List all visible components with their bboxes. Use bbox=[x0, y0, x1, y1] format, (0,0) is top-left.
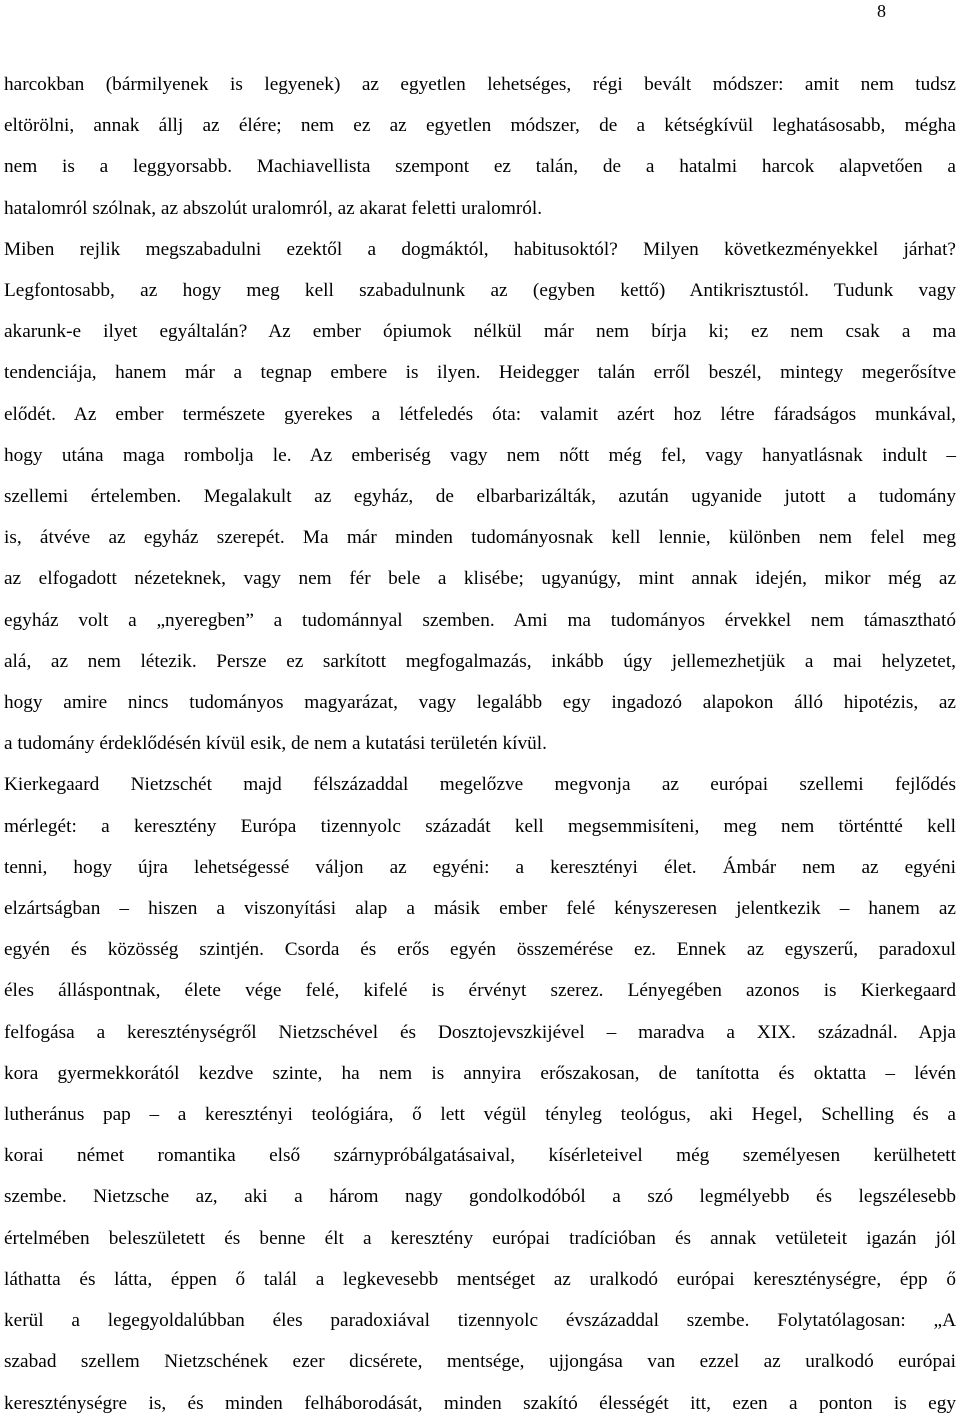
text-line: kora gyermekkorától kezdve szinte, ha nem is annyira erőszakosan, de tanította és oktatta – lévén bbox=[4, 1062, 956, 1084]
text-line: hatalomról szólnak, az abszolút uralomról, az akarat feletti uralomról. bbox=[4, 197, 543, 219]
text-line: lutheránus pap – a keresztényi teológiára, ő lett végül tényleg teológus, aki Hegel, Schelling és a bbox=[4, 1104, 956, 1126]
body-text bbox=[4, 64, 956, 1424]
paragraph bbox=[4, 64, 956, 229]
text-line: egyház volt a „nyeregben” a tudománnyal szemben. Ami ma tudományos érvekkel nem támasztható bbox=[4, 609, 956, 631]
text-line: hogy amire nincs tudományos magyarázat, vagy legalább egy ingadozó alapokon álló hipotézis, az bbox=[4, 692, 956, 714]
text-line: az elfogadott nézeteknek, vagy nem fér bele a klisébe; ugyanúgy, mint annak idején, mikor még az bbox=[4, 568, 956, 590]
text-line: is, átvéve az egyház szerepét. Ma már minden tudományosnak kell lennie, különben nem felel meg bbox=[4, 527, 956, 549]
text-line: Legfontosabb, az hogy meg kell szabadulnunk az (egyben kettő) Antikrisztustól. Tudunk vagy bbox=[4, 280, 956, 302]
text-line: kerül a legegyoldalúbban éles paradoxiával tizennyolc évszázaddal szembe. Folytatólagosan: „A bbox=[4, 1310, 956, 1332]
text-line: mérlegét: a keresztény Európa tizennyolc századát kell megsemmisíteni, meg nem történtté kell bbox=[4, 815, 956, 837]
text-line: szellemi értelemben. Megalakult az egyház, de elbarbarizálták, azután ugyanide jutott a tudomány bbox=[4, 486, 956, 508]
text-line: nem is a leggyorsabb. Machiavellista szempont ez talán, de a hatalmi harcok alapvetően a bbox=[4, 156, 956, 178]
text-line: a tudomány érdeklődésén kívül esik, de nem a kutatási területén kívül. bbox=[4, 733, 547, 755]
text-line: korai német romantika első szárnypróbálgatásaival, kísérleteivel még személyesen kerülhetett bbox=[4, 1145, 956, 1167]
text-line: felfogása a kereszténységről Nietzschével és Dosztojevszkijével – maradva a XIX. századnál. Apja bbox=[4, 1021, 956, 1043]
paragraph bbox=[4, 229, 956, 765]
text-line: Kierkegaard Nietzschét majd félszázaddal megelőzve megvonja az európai szellemi fejlődés bbox=[4, 774, 956, 796]
text-line: szabad szellem Nietzschének ezer dicsérete, mentsége, ujjongása van ezzel az uralkodó európai bbox=[4, 1351, 956, 1373]
text-line: láthatta és látta, éppen ő talál a legkevesebb mentséget az uralkodó európai kereszténységre, épp ő bbox=[4, 1268, 956, 1290]
text-line: eltörölni, annak állj az élére; nem ez az egyetlen módszer, de a kétségkívül leghatásosabb, mégha bbox=[4, 115, 956, 137]
text-line: Miben rejlik megszabadulni ezektől a dogmáktól, habitusoktól? Milyen következményekkel járhat? bbox=[4, 238, 956, 260]
text-line: elzártságban – hiszen a viszonyítási alap a másik ember felé kényszeresen jelentkezik – hanem az bbox=[4, 898, 956, 920]
text-line: tenni, hogy újra lehetségessé váljon az egyéni: a keresztényi élet. Ámbár nem az egyéni bbox=[4, 856, 956, 878]
text-line: alá, az nem létezik. Persze ez sarkított megfogalmazás, inkább úgy jellemezhetjük a mai helyzetet, bbox=[4, 650, 956, 672]
page-number: 8 bbox=[877, 1, 886, 21]
text-line: harcokban (bármilyenek is legyenek) az egyetlen lehetséges, régi bevált módszer: amit nem tudsz bbox=[4, 74, 956, 95]
text-line: elődét. Az ember természete gyerekes a létfeledés óta: valamit azért hoz létre fáradságos munkával, bbox=[4, 403, 956, 425]
text-line: kereszténységre is, és minden felháborodását, minden szakító élességét itt, ezen a ponton is egy bbox=[4, 1392, 956, 1414]
paragraph bbox=[4, 764, 956, 1423]
text-line: tendenciája, hanem már a tegnap embere is ilyen. Heidegger talán erről beszél, mintegy megerősítve bbox=[4, 362, 956, 384]
text-line: akarunk-e ilyet egyáltalán? Az ember ópiumok nélkül már nem bírja ki; ez nem csak a ma bbox=[4, 321, 956, 343]
text-line: éles álláspontnak, élete vége felé, kifelé is érvényt szerez. Lényegében azonos is Kierkegaard bbox=[4, 980, 956, 1002]
text-line: hogy utána maga rombolja le. Az emberiség vagy nem nőtt még fel, vagy hanyatlásnak indult – bbox=[4, 444, 956, 466]
text-line: egyén és közösség szintjén. Csorda és erős egyén összemérése ez. Ennek az egyszerű, paradoxul bbox=[4, 939, 956, 961]
text-line: értelmében beleszületett és benne élt a keresztény európai tradícióban és annak vetületeit igazán jól bbox=[4, 1227, 956, 1249]
text-line: szembe. Nietzsche az, aki a három nagy gondolkodóból a szó legmélyebb és legszélesebb bbox=[4, 1186, 956, 1208]
